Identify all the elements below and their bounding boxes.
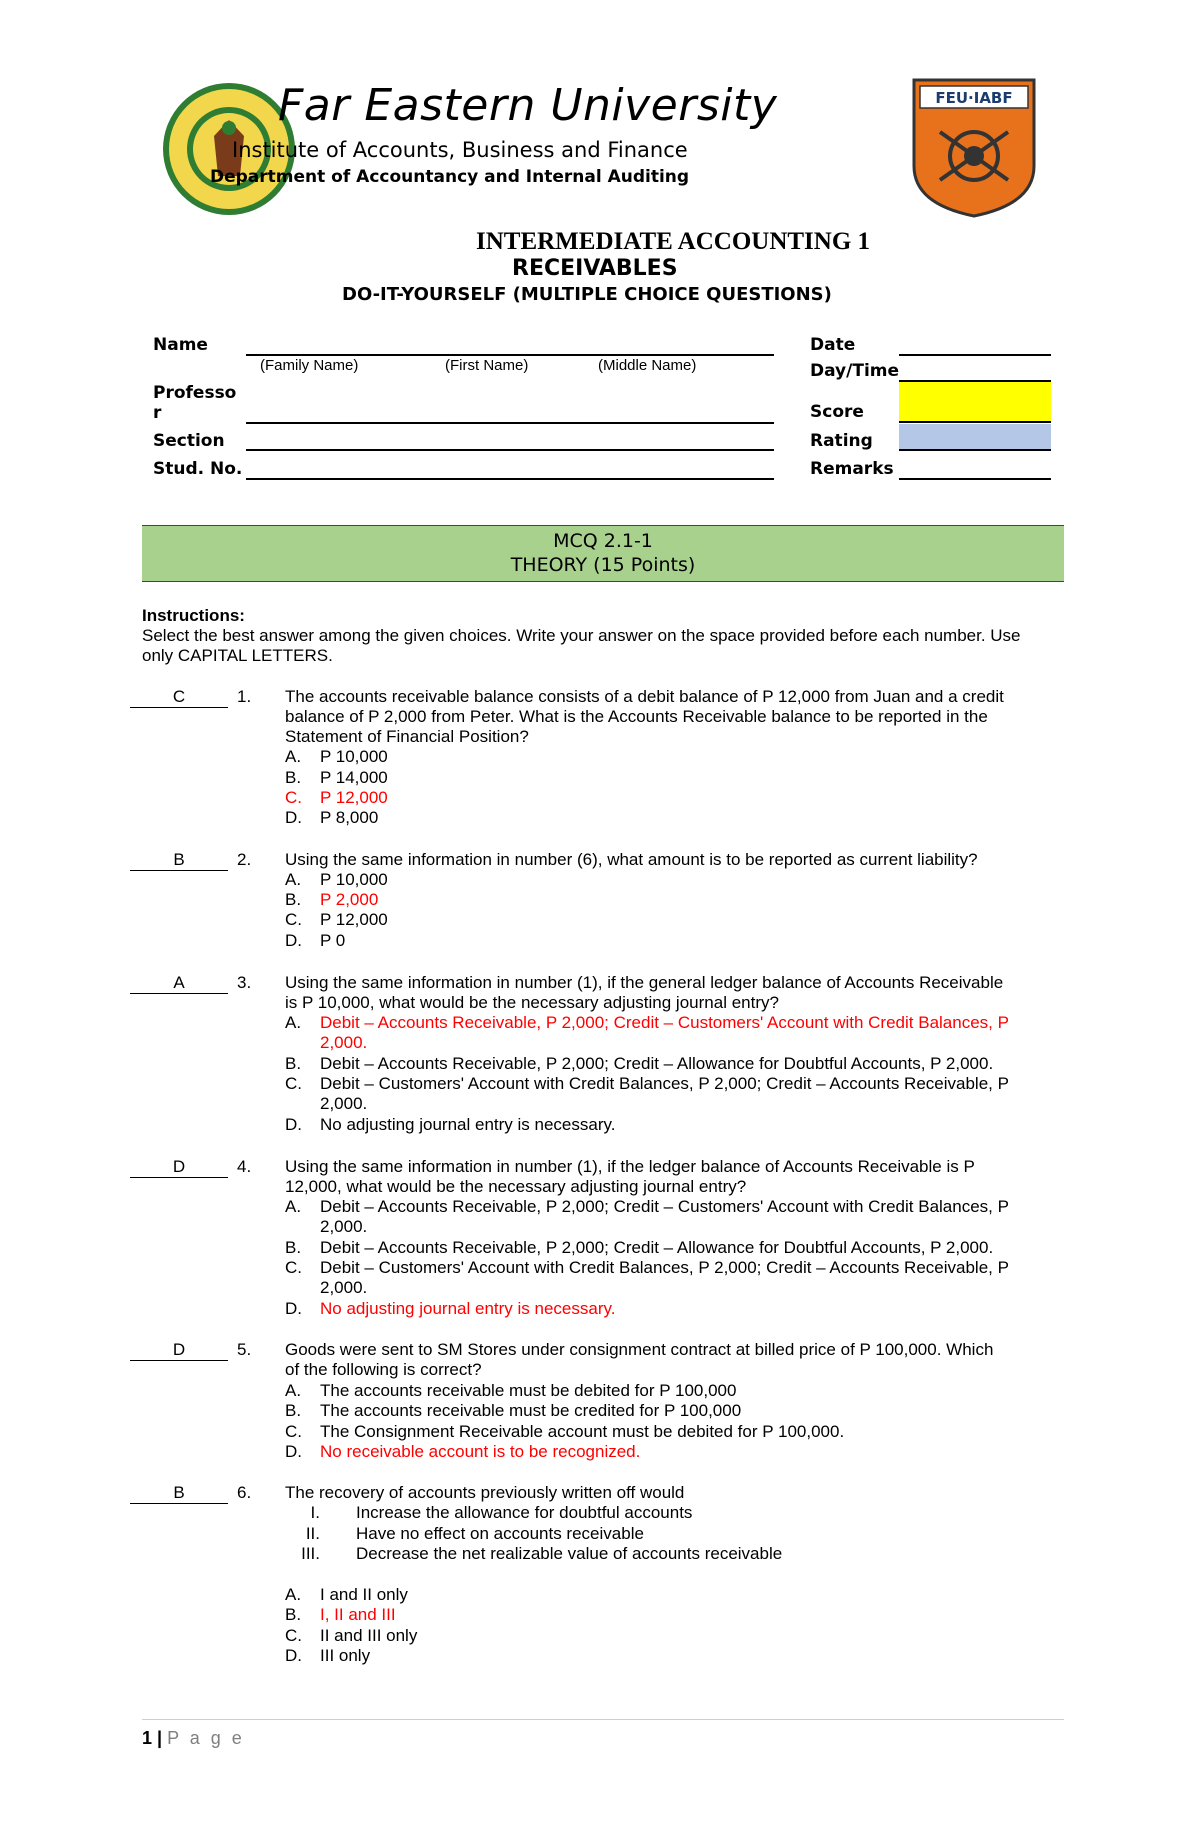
question-stem: Using the same information in number (1), if the ledger balance of Accounts Receivable is P — [285, 1157, 975, 1176]
institute-name: Institute of Accounts, Business and Finance — [232, 138, 688, 162]
option-letter: C. — [285, 788, 302, 807]
professor-label: Professo — [153, 383, 237, 403]
correct-option-text: P 12,000 — [320, 788, 388, 807]
option-letter: A. — [285, 1381, 302, 1400]
option-letter: C. — [285, 1422, 302, 1441]
correct-option-text: P 2,000 — [320, 890, 379, 909]
option-letter: B. — [285, 768, 302, 787]
question-stem: The recovery of accounts previously written off would — [285, 1483, 685, 1502]
name-label: Name — [153, 335, 208, 355]
crest-label: FEU·IABF — [935, 89, 1013, 107]
option-letter: D. — [285, 808, 302, 827]
option-letter: B. — [285, 1054, 302, 1073]
date-label: Date — [810, 335, 856, 355]
option-text: The accounts receivable must be credited for P 100,000 — [320, 1401, 742, 1420]
professor-label-wrap: r — [153, 403, 162, 423]
option-letter: B. — [285, 1401, 302, 1420]
option-text: Debit – Customers' Account with Credit Balances, P 2,000; Credit – Accounts Receivable, P — [320, 1258, 1009, 1277]
question-number: 1. — [237, 687, 252, 706]
department-name: Department of Accountancy and Internal Auditing — [210, 167, 690, 187]
stud-no-field[interactable] — [246, 478, 774, 480]
instructions-line: Select the best answer among the given choices. Write your answer on the space provided before each number. Use — [142, 626, 1021, 645]
daytime-label: Day/Time — [810, 361, 900, 381]
option-text: 2,000. — [320, 1094, 368, 1113]
option-letter: C. — [285, 1074, 302, 1093]
instructions-line: only CAPITAL LETTERS. — [142, 646, 333, 665]
question-stem: of the following is correct? — [285, 1360, 482, 1379]
question-stem: balance of P 2,000 from Peter. What is the Accounts Receivable balance to be reported in the — [285, 707, 988, 726]
stud-no-label: Stud. No. — [153, 459, 243, 479]
remarks-field[interactable] — [899, 478, 1051, 480]
answer-blank[interactable]: B — [130, 1483, 228, 1504]
option-text: P 8,000 — [320, 808, 379, 827]
professor-field[interactable] — [246, 422, 774, 424]
feu-iabf-crest — [910, 76, 1038, 220]
option-letter: D. — [285, 1299, 302, 1318]
answer-blank[interactable]: B — [130, 850, 228, 871]
option-letter: D. — [285, 1646, 302, 1665]
activity-title: DO-IT-YOURSELF (MULTIPLE CHOICE QUESTIONS) — [342, 284, 832, 305]
option-text: I and II only — [320, 1585, 408, 1604]
score-label: Score — [810, 402, 864, 422]
option-letter: A. — [285, 870, 302, 889]
question-stem: Using the same information in number (1), if the general ledger balance of Accounts Receivable — [285, 973, 1004, 992]
section-label: Section — [153, 431, 225, 451]
first-name-caption: (First Name) — [445, 357, 529, 374]
option-letter: D. — [285, 1442, 302, 1461]
option-letter: C. — [285, 1626, 302, 1645]
option-letter: A. — [285, 1197, 302, 1216]
question-stem: Statement of Financial Position? — [285, 727, 529, 746]
footer-divider — [142, 1719, 1064, 1720]
answer-blank[interactable]: A — [130, 973, 228, 994]
option-text: P 10,000 — [320, 870, 388, 889]
correct-option-text: No receivable account is to be recognized. — [320, 1442, 641, 1461]
question-number: 6. — [237, 1483, 252, 1502]
page-number: 1 — [142, 1728, 153, 1748]
option-text: No adjusting journal entry is necessary. — [320, 1115, 616, 1134]
correct-option-text: I, II and III — [320, 1605, 396, 1624]
option-letter: B. — [285, 1605, 302, 1624]
option-text: Debit – Accounts Receivable, P 2,000; Credit – Customers' Account with Credit Balances, P — [320, 1197, 1009, 1216]
option-text: The Consignment Receivable account must be debited for P 100,000. — [320, 1422, 845, 1441]
roman-numeral: II. — [305, 1524, 320, 1543]
option-text: P 12,000 — [320, 910, 388, 929]
option-letter: D. — [285, 1115, 302, 1134]
roman-statement: Have no effect on accounts receivable — [356, 1524, 644, 1543]
question-stem: The accounts receivable balance consists of a debit balance of P 12,000 from Juan and a credit — [285, 687, 1004, 706]
university-name: Far Eastern University — [278, 80, 778, 131]
question-stem: Goods were sent to SM Stores under consignment contract at billed price of P 100,000. Which — [285, 1340, 994, 1359]
option-text: P 0 — [320, 931, 346, 950]
correct-option-text: 2,000. — [320, 1033, 368, 1052]
option-text: Debit – Accounts Receivable, P 2,000; Credit – Allowance for Doubtful Accounts, P 2,000. — [320, 1238, 994, 1257]
roman-statement: Increase the allowance for doubtful accounts — [356, 1503, 693, 1522]
option-text: 2,000. — [320, 1278, 368, 1297]
instructions-heading: Instructions: — [142, 606, 245, 625]
date-field[interactable] — [899, 354, 1051, 356]
page-footer — [142, 1728, 245, 1749]
remarks-label: Remarks — [810, 459, 894, 479]
option-text: II and III only — [320, 1626, 418, 1645]
correct-option-text: No adjusting journal entry is necessary. — [320, 1299, 616, 1318]
option-letter: B. — [285, 1238, 302, 1257]
option-text: Debit – Customers' Account with Credit Balances, P 2,000; Credit – Accounts Receivable, P — [320, 1074, 1009, 1093]
option-text: 2,000. — [320, 1217, 368, 1236]
topic-title: RECEIVABLES — [512, 256, 678, 281]
answer-blank[interactable]: D — [130, 1340, 228, 1361]
score-field[interactable] — [899, 382, 1051, 423]
course-title: INTERMEDIATE ACCOUNTING 1 — [476, 228, 871, 255]
option-letter: D. — [285, 931, 302, 950]
middle-name-caption: (Middle Name) — [598, 357, 697, 374]
band-code: MCQ 2.1-1 — [553, 530, 653, 552]
question-stem: Using the same information in number (6), what amount is to be reported as current liability? — [285, 850, 978, 869]
rating-label: Rating — [810, 431, 873, 451]
answer-blank[interactable]: D — [130, 1157, 228, 1178]
roman-numeral: III. — [301, 1544, 320, 1563]
family-name-caption: (Family Name) — [260, 357, 359, 374]
section-field[interactable] — [246, 449, 774, 451]
correct-option-text: Debit – Accounts Receivable, P 2,000; Credit – Customers' Account with Credit Balances, P — [320, 1013, 1009, 1032]
question-number: 2. — [237, 850, 252, 869]
option-letter: A. — [285, 1585, 302, 1604]
rating-field[interactable] — [899, 424, 1051, 451]
question-number: 4. — [237, 1157, 252, 1176]
question-stem: 12,000, what would be the necessary adjusting journal entry? — [285, 1177, 747, 1196]
option-text: P 10,000 — [320, 747, 388, 766]
answer-blank[interactable]: C — [130, 687, 228, 708]
page-separator: | — [157, 1728, 163, 1748]
question-stem: is P 10,000, what would be the necessary adjusting journal entry? — [285, 993, 779, 1012]
section-band — [142, 525, 1064, 582]
page-word: P a g e — [167, 1728, 245, 1748]
option-letter: C. — [285, 1258, 302, 1277]
option-text: III only — [320, 1646, 371, 1665]
question-number: 3. — [237, 973, 252, 992]
option-letter: B. — [285, 890, 302, 909]
roman-statement: Decrease the net realizable value of accounts receivable — [356, 1544, 783, 1563]
option-text: The accounts receivable must be debited for P 100,000 — [320, 1381, 737, 1400]
question-number: 5. — [237, 1340, 252, 1359]
option-text: Debit – Accounts Receivable, P 2,000; Credit – Allowance for Doubtful Accounts, P 2,000. — [320, 1054, 994, 1073]
band-subtitle: THEORY (15 Points) — [510, 554, 696, 576]
name-field[interactable] — [246, 354, 774, 356]
option-letter: C. — [285, 910, 302, 929]
option-letter: A. — [285, 747, 302, 766]
option-text: P 14,000 — [320, 768, 388, 787]
option-letter: A. — [285, 1013, 302, 1032]
roman-numeral: I. — [310, 1503, 320, 1522]
